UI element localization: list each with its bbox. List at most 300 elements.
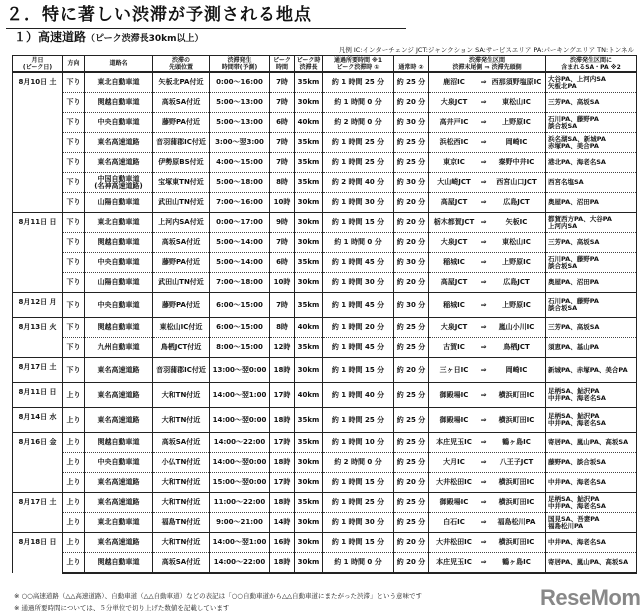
normal-travel-time-cell: 約 25 分 [394,493,429,513]
table-row [13,113,637,133]
congestion-head-location-cell: 武田山TN付近 [153,273,210,293]
direction-cell: 下り [63,133,85,153]
date-cell: 8月11日 日 [13,383,63,408]
peak-length-cell: 35km [295,153,323,173]
congestion-section [429,478,545,487]
congestion-section [429,391,545,400]
congestion-section [429,416,545,425]
sa-pa-cell: 奥屋PA、沼田PA [546,193,637,213]
peak-hour-cell: 6時 [270,253,295,273]
table-row [13,533,637,553]
peak-length-cell: 30km [295,513,323,533]
table-row [13,553,637,574]
direction-cell: 下り [63,213,85,233]
subtitle-text: １）高速道路 [14,30,87,44]
peak-hour-cell: 6時 [270,113,295,133]
congestion-head-location-cell: 藤野PA付近 [153,293,210,318]
congestion-head-location-cell: 藤野PA付近 [153,253,210,273]
section-to: 西宮山口JCT [496,178,537,186]
direction-cell: 上り [63,493,85,513]
peak-hour-cell: 18時 [270,453,295,473]
direction-cell: 上り [63,553,85,574]
table-row [13,293,637,318]
road-name-cell: 東北自動車道 [85,72,153,93]
congestion-section-cell [429,338,546,358]
normal-travel-time-cell: 約 20 分 [394,553,429,574]
section-from: 高井戸IC [439,118,469,126]
section-to: 横浜町田IC [498,390,535,399]
peak-travel-time-cell: 約 1 時間 45 分 [323,293,394,318]
road-name-cell: 中央自動車道 [85,453,153,473]
column-header: 道路名 [85,56,153,73]
normal-travel-time-cell: 約 25 分 [394,433,429,453]
sa-pa-cell: 石川PA、藤野PA 談合坂SA [546,253,637,273]
congestion-head-location-cell: 大和TN付近 [153,533,210,553]
sa-pa-cell: 大谷PA、上河内SA 矢板北PA [546,72,637,93]
peak-hour-cell: 7時 [270,153,295,173]
direction-cell: 下り [63,153,85,173]
road-name-cell: 東北自動車道 [85,213,153,233]
section-to: 岡崎IC [505,365,528,374]
time-band-cell: 7:00～16:00 [210,193,270,213]
road-name-cell: 九州自動車道 [85,338,153,358]
congestion-section-cell [429,358,546,383]
column-header: 方向 [63,56,85,73]
peak-travel-time-cell: 約 1 時間 30 分 [323,513,394,533]
peak-length-cell: 35km [295,72,323,93]
peak-hour-cell: 8時 [270,173,295,193]
arrow-icon: ⇒ [480,158,487,166]
time-band-cell: 14:00～翌1:00 [210,533,270,553]
direction-cell: 下り [63,273,85,293]
congestion-head-location-cell: 東松山IC付近 [153,318,210,338]
section-to: 東松山IC [502,98,531,106]
congestion-section-cell [429,473,546,493]
section-from: 御殿場IC [439,415,469,424]
section-from: 大泉JCT [440,98,468,106]
section-to: 鳥栖JCT [503,343,530,351]
peak-length-cell: 30km [295,193,323,213]
table-row [13,72,637,93]
section-from: 御殿場IC [439,498,469,506]
sa-pa-cell: 新城PA、赤塚PA、美合PA [546,358,637,383]
congestion-section [429,118,545,127]
road-name-cell: 中央自動車道 [85,253,153,273]
sa-pa-cell: 足柄SA、鮎沢PA 中井PA、海老名SA [546,408,637,433]
section-from: 大井松田IC [436,538,472,546]
arrow-icon: ⇒ [480,278,487,286]
road-name-cell: 東名高速道路 [85,358,153,383]
congestion-section-cell [429,193,546,213]
date-cell: 8月14日 水 [13,408,63,433]
congestion-section [429,178,545,187]
congestion-head-location-cell: 小仏TN付近 [153,453,210,473]
direction-cell: 上り [63,533,85,553]
sa-pa-cell: 須恵PA、基山PA [546,338,637,358]
normal-travel-time-cell: 約 20 分 [394,473,429,493]
congestion-head-location-cell: 音羽蒲郡IC付近 [153,358,210,383]
table-row [13,383,637,408]
table-row [13,233,637,253]
direction-cell: 下り [63,233,85,253]
peak-travel-time-cell: 約 2 時間 0 分 [323,453,394,473]
normal-travel-time-cell: 約 25 分 [394,133,429,153]
peak-length-cell: 35km [295,293,323,318]
congestion-section [429,458,545,467]
congestion-section [429,278,545,287]
normal-travel-time-cell: 約 25 分 [394,513,429,533]
section-to: 福島松川PA [497,518,536,526]
arrow-icon: ⇒ [480,118,487,126]
road-name-cell: 東名高速道路 [85,473,153,493]
arrow-icon: ⇒ [480,365,487,374]
arrow-icon: ⇒ [480,390,487,399]
column-header: ピーク時 渋滞長 [295,56,323,73]
congestion-section-cell [429,93,546,113]
sa-pa-cell: 寄居PA、嵐山PA、高坂SA [546,433,637,453]
time-band-cell: 8:00～15:00 [210,338,270,358]
peak-hour-cell: 16時 [270,533,295,553]
section-from: 白石IC [443,518,465,526]
direction-cell: 下り [63,193,85,213]
sa-pa-cell: 三芳PA、高坂SA [546,93,637,113]
peak-travel-time-cell: 約 1 時間 25 分 [323,133,394,153]
date-cell: 8月18日 日 [13,533,63,574]
congestion-section [429,438,545,447]
congestion-head-location-cell: 福島TN付近 [153,513,210,533]
congestion-head-location-cell: 高坂SA付近 [153,233,210,253]
peak-travel-time-cell: 約 1 時間 15 分 [323,473,394,493]
peak-travel-time-cell: 約 1 時間 25 分 [323,72,394,93]
sa-pa-cell: 寄居PA、嵐山PA、高坂SA [546,553,637,574]
direction-cell: 下り [63,113,85,133]
road-name-cell: 中国自動車道 (名神高速道路) [85,173,153,193]
congestion-section [429,343,545,352]
peak-travel-time-cell: 約 1 時間 45 分 [323,253,394,273]
congestion-head-location-cell: 宝塚東TN付近 [153,173,210,193]
direction-cell: 下り [63,253,85,273]
normal-travel-time-cell: 約 25 分 [394,338,429,358]
road-name-cell: 東名高速道路 [85,533,153,553]
sa-pa-cell: 石川PA、藤野PA 談合坂SA [546,293,637,318]
direction-cell: 下り [63,318,85,338]
sa-pa-cell: 石川PA、藤野PA 談合坂SA [546,113,637,133]
congestion-head-location-cell: 高坂SA付近 [153,553,210,574]
time-band-cell: 11:00～22:00 [210,493,270,513]
time-band-cell: 9:00～21:00 [210,513,270,533]
normal-travel-time-cell: 約 25 分 [394,153,429,173]
road-name-cell: 関越自動車道 [85,318,153,338]
peak-hour-cell: 14時 [270,513,295,533]
arrow-icon: ⇒ [480,558,487,566]
peak-travel-time-cell: 約 1 時間 15 分 [323,533,394,553]
peak-travel-time-cell: 約 1 時間 15 分 [323,358,394,383]
direction-cell: 下り [63,293,85,318]
table-row [13,453,637,473]
section-to: 八王子JCT [499,458,534,466]
table-row [13,513,637,533]
section-to: 鶴ヶ島IC [502,558,531,566]
congestion-section [429,98,545,107]
section-from: 古賀IC [443,343,465,351]
peak-travel-time-cell: 約 1 時間 25 分 [323,493,394,513]
section-from: 東京IC [443,158,465,166]
congestion-head-location-cell: 伊勢原BS付近 [153,153,210,173]
direction-cell: 上り [63,453,85,473]
direction-cell: 上り [63,473,85,493]
congestion-section-cell [429,513,546,533]
congestion-section-cell [429,173,546,193]
table-row [13,493,637,513]
date-cell: 8月17日 土 [13,493,63,533]
peak-travel-time-cell: 約 1 時間 15 分 [323,213,394,233]
congestion-table [12,55,637,574]
table-row [13,213,637,233]
congestion-section-cell [429,383,546,408]
peak-hour-cell: 17時 [270,473,295,493]
normal-travel-time-cell: 約 25 分 [394,408,429,433]
arrow-icon: ⇒ [480,323,487,331]
sa-pa-cell: 西宮名塩SA [546,173,637,193]
peak-hour-cell: 18時 [270,553,295,574]
arrow-icon: ⇒ [480,218,487,226]
peak-travel-time-cell: 約 1 時間 0 分 [323,553,394,574]
road-name-cell: 東名高速道路 [85,153,153,173]
normal-travel-time-cell: 約 20 分 [394,358,429,383]
time-band-cell: 0:00～16:00 [210,72,270,93]
peak-length-cell: 35km [295,408,323,433]
arrow-icon: ⇒ [480,258,487,266]
time-band-cell: 15:00～翌0:00 [210,473,270,493]
congestion-section-cell [429,293,546,318]
time-band-cell: 5:00～13:00 [210,113,270,133]
peak-hour-cell: 7時 [270,133,295,153]
arrow-icon: ⇒ [480,198,487,206]
time-band-cell: 13:00～翌0:00 [210,358,270,383]
time-band-cell: 5:00～14:00 [210,233,270,253]
congestion-section [429,366,545,375]
arrow-icon: ⇒ [480,98,487,106]
normal-travel-time-cell: 約 20 分 [394,93,429,113]
table-body [13,72,637,573]
section-to: 横浜町田IC [498,415,535,424]
arrow-icon: ⇒ [480,138,487,146]
normal-travel-time-cell: 約 20 分 [394,213,429,233]
sa-pa-cell: 港北PA、海老名SA [546,153,637,173]
time-band-cell: 7:00～18:00 [210,273,270,293]
road-name-cell: 関越自動車道 [85,233,153,253]
section-to: 上野原IC [502,258,531,266]
congestion-section-cell [429,153,546,173]
time-band-cell: 5:00～13:00 [210,93,270,113]
peak-length-cell: 35km [295,433,323,453]
table-row [13,273,637,293]
road-name-cell: 関越自動車道 [85,433,153,453]
peak-travel-time-cell: 約 1 時間 30 分 [323,273,394,293]
peak-length-cell: 30km [295,553,323,574]
peak-hour-cell: 10時 [270,193,295,213]
normal-travel-time-cell: 約 20 分 [394,533,429,553]
normal-travel-time-cell: 約 25 分 [394,72,429,93]
section-subtitle [14,30,204,46]
congestion-head-location-cell: 上河内SA付近 [153,213,210,233]
peak-hour-cell: 18時 [270,408,295,433]
peak-length-cell: 30km [295,358,323,383]
column-header: 通常時 ② [394,56,429,73]
table-row [13,338,637,358]
arrow-icon: ⇒ [480,538,487,546]
time-band-cell: 6:00～15:00 [210,318,270,338]
congestion-section [429,158,545,167]
section-from: 大泉JCT [440,323,468,331]
normal-travel-time-cell: 約 25 分 [394,453,429,473]
time-band-cell: 5:00～18:00 [210,173,270,193]
congestion-section [429,538,545,547]
arrow-icon: ⇒ [480,343,487,351]
peak-travel-time-cell: 約 1 時間 25 分 [323,408,394,433]
road-name-cell: 中央自動車道 [85,113,153,133]
congestion-section-cell [429,408,546,433]
table-row [13,318,637,338]
arrow-icon: ⇒ [480,178,487,186]
resemom-logo: ReseMom [540,585,640,610]
direction-cell: 下り [63,338,85,358]
peak-hour-cell: 17時 [270,433,295,453]
date-cell: 8月11日 日 [13,213,63,293]
peak-hour-cell: 7時 [270,93,295,113]
congestion-section [429,238,545,247]
section-from: 鹿沼IC [443,78,465,86]
congestion-head-location-cell: 大和TN付近 [153,408,210,433]
date-cell: 8月12日 月 [13,293,63,318]
section-from: 三ヶ日IC [439,365,469,374]
direction-cell: 下り [63,93,85,113]
congestion-section-cell [429,133,546,153]
peak-length-cell: 30km [295,93,323,113]
arrow-icon: ⇒ [480,458,487,466]
normal-travel-time-cell: 約 30 分 [394,173,429,193]
section-from: 大泉JCT [440,238,468,246]
peak-hour-cell: 9時 [270,213,295,233]
normal-travel-time-cell: 約 30 分 [394,253,429,273]
column-header: 月日 (ピーク日) [13,56,63,73]
normal-travel-time-cell: 約 20 分 [394,273,429,293]
sa-pa-cell: 奥屋PA、沼田PA [546,273,637,293]
time-band-cell: 0:00～17:00 [210,213,270,233]
arrow-icon: ⇒ [480,78,487,86]
title-divider [6,28,406,29]
congestion-section [429,323,545,332]
page-title: ２．特に著しい渋滞が予測される地点 [6,5,312,25]
section-to: 上野原IC [502,118,531,126]
section-to: 上野原IC [502,300,531,309]
table-row [13,133,637,153]
section-to: 横浜町田IC [498,478,535,486]
peak-hour-cell: 7時 [270,72,295,93]
congestion-section-cell [429,273,546,293]
peak-length-cell: 30km [295,213,323,233]
section-to: 西那須野塩原IC [491,78,542,86]
peak-length-cell: 35km [295,173,323,193]
congestion-section-cell [429,233,546,253]
time-band-cell: 14:00～22:00 [210,553,270,574]
peak-length-cell: 30km [295,233,323,253]
peak-length-cell: 40km [295,113,323,133]
peak-hour-cell: 17時 [270,383,295,408]
sa-pa-cell: 藤野PA、談合坂SA [546,453,637,473]
table-row [13,473,637,493]
peak-length-cell: 30km [295,453,323,473]
footnote: ※ 通過所要時間については、５分単位で切り上げた数値を記載しています [14,604,230,612]
congestion-section [429,518,545,527]
congestion-section [429,258,545,267]
sa-pa-cell: 国見SA、吾妻PA 福島松川PA [546,513,637,533]
congestion-head-location-cell: 大和TN付近 [153,383,210,408]
column-header: 渋滞発生区間 渋滞末尾側 ⇒ 渋滞先頭側 [429,56,546,73]
congestion-head-location-cell: 鳥栖JCT付近 [153,338,210,358]
date-cell: 8月16日 金 [13,433,63,493]
arrow-icon: ⇒ [480,498,487,506]
congestion-head-location-cell: 藤野PA付近 [153,113,210,133]
table-row [13,153,637,173]
peak-hour-cell: 7時 [270,293,295,318]
arrow-icon: ⇒ [480,300,487,309]
congestion-section-cell [429,553,546,574]
sa-pa-cell: 三芳PA、高坂SA [546,318,637,338]
peak-travel-time-cell: 約 1 時間 20 分 [323,318,394,338]
section-from: 大月IC [443,458,465,466]
congestion-section [429,78,545,87]
normal-travel-time-cell: 約 20 分 [394,193,429,213]
normal-travel-time-cell: 約 20 分 [394,233,429,253]
road-name-cell: 関越自動車道 [85,93,153,113]
congestion-head-location-cell: 高坂SA付近 [153,93,210,113]
section-to: 東松山IC [502,238,531,246]
peak-travel-time-cell: 約 1 時間 10 分 [323,433,394,453]
peak-length-cell: 35km [295,493,323,513]
section-from: 本庄児玉IC [436,438,472,446]
road-name-cell: 関越自動車道 [85,553,153,574]
time-band-cell: 14:00～22:00 [210,433,270,453]
congestion-head-location-cell: 高坂SA付近 [153,433,210,453]
normal-travel-time-cell: 約 25 分 [394,383,429,408]
road-name-cell: 山陽自動車道 [85,273,153,293]
sa-pa-cell: 都賀西方PA、大谷PA 上河内SA [546,213,637,233]
date-cell: 8月10日 土 [13,72,63,213]
congestion-section-cell [429,113,546,133]
peak-length-cell: 30km [295,273,323,293]
peak-hour-cell: 7時 [270,233,295,253]
table-row [13,358,637,383]
section-to: 広島JCT [503,198,530,206]
section-to: 嵐山小川IC [498,323,535,331]
congestion-section-cell [429,213,546,233]
congestion-section [429,301,545,310]
peak-hour-cell: 18時 [270,358,295,383]
section-from: 高屋JCT [440,198,468,206]
direction-cell: 上り [63,383,85,408]
sa-pa-cell: 足柄SA、鮎沢PA 中井PA、海老名SA [546,383,637,408]
peak-travel-time-cell: 約 1 時間 0 分 [323,233,394,253]
road-name-cell: 東名高速道路 [85,383,153,408]
peak-hour-cell: 12時 [270,338,295,358]
section-from: 稲城IC [443,300,465,309]
congestion-head-location-cell: 大和TN付近 [153,493,210,513]
sa-pa-cell: 中井PA、海老名SA [546,533,637,553]
peak-length-cell: 35km [295,133,323,153]
sa-pa-cell: 足柄SA、鮎沢PA 中井PA、海老名SA [546,493,637,513]
time-band-cell: 14:00～翌1:00 [210,383,270,408]
